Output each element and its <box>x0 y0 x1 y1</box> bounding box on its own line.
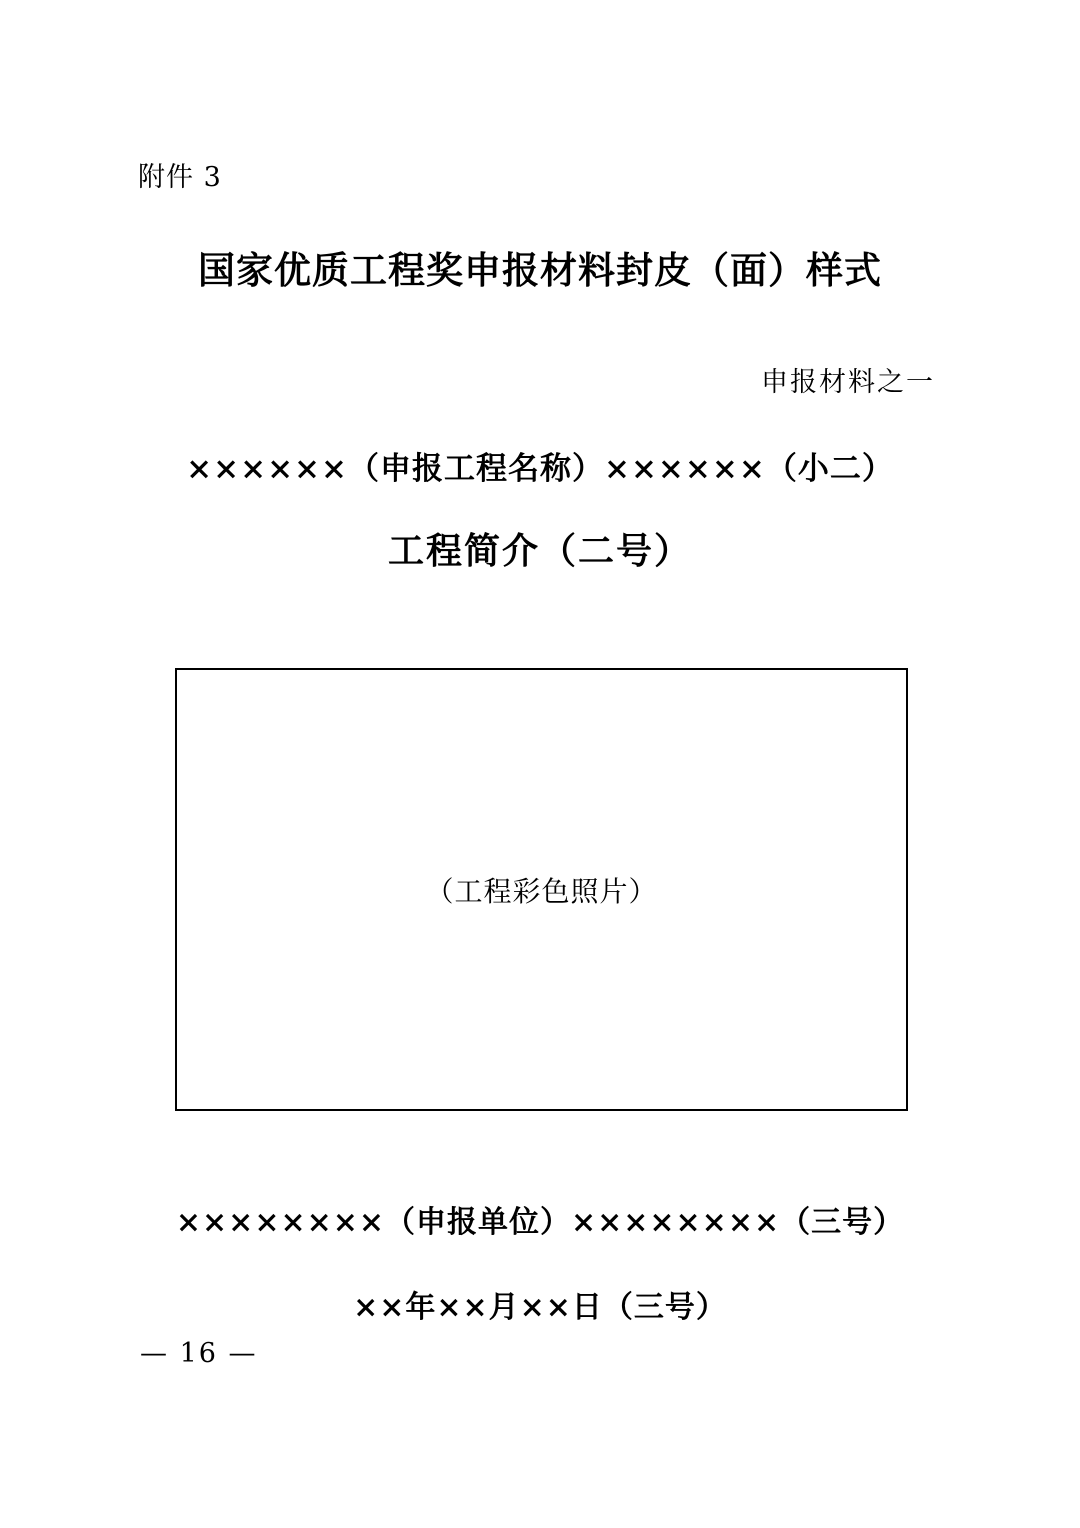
project-name-line: ××××××（申报工程名称）××××××（小二） <box>186 451 894 487</box>
page-number: — 16 — <box>140 1338 258 1369</box>
attachment-label: 附件 3 <box>138 162 222 193</box>
page-title: 国家优质工程奖申报材料封皮（面）样式 <box>198 248 882 292</box>
photo-placeholder-box <box>175 668 908 1111</box>
applicant-unit-line: ××××××××（申报单位）××××××××（三号） <box>175 1205 905 1240</box>
photo-placeholder-label: （工程彩色照片） <box>425 874 658 908</box>
material-index-label: 申报材料之一 <box>761 367 935 398</box>
date-line: ××年××月××日（三号） <box>353 1290 727 1325</box>
project-brief-title: 工程简介（二号） <box>387 530 692 572</box>
